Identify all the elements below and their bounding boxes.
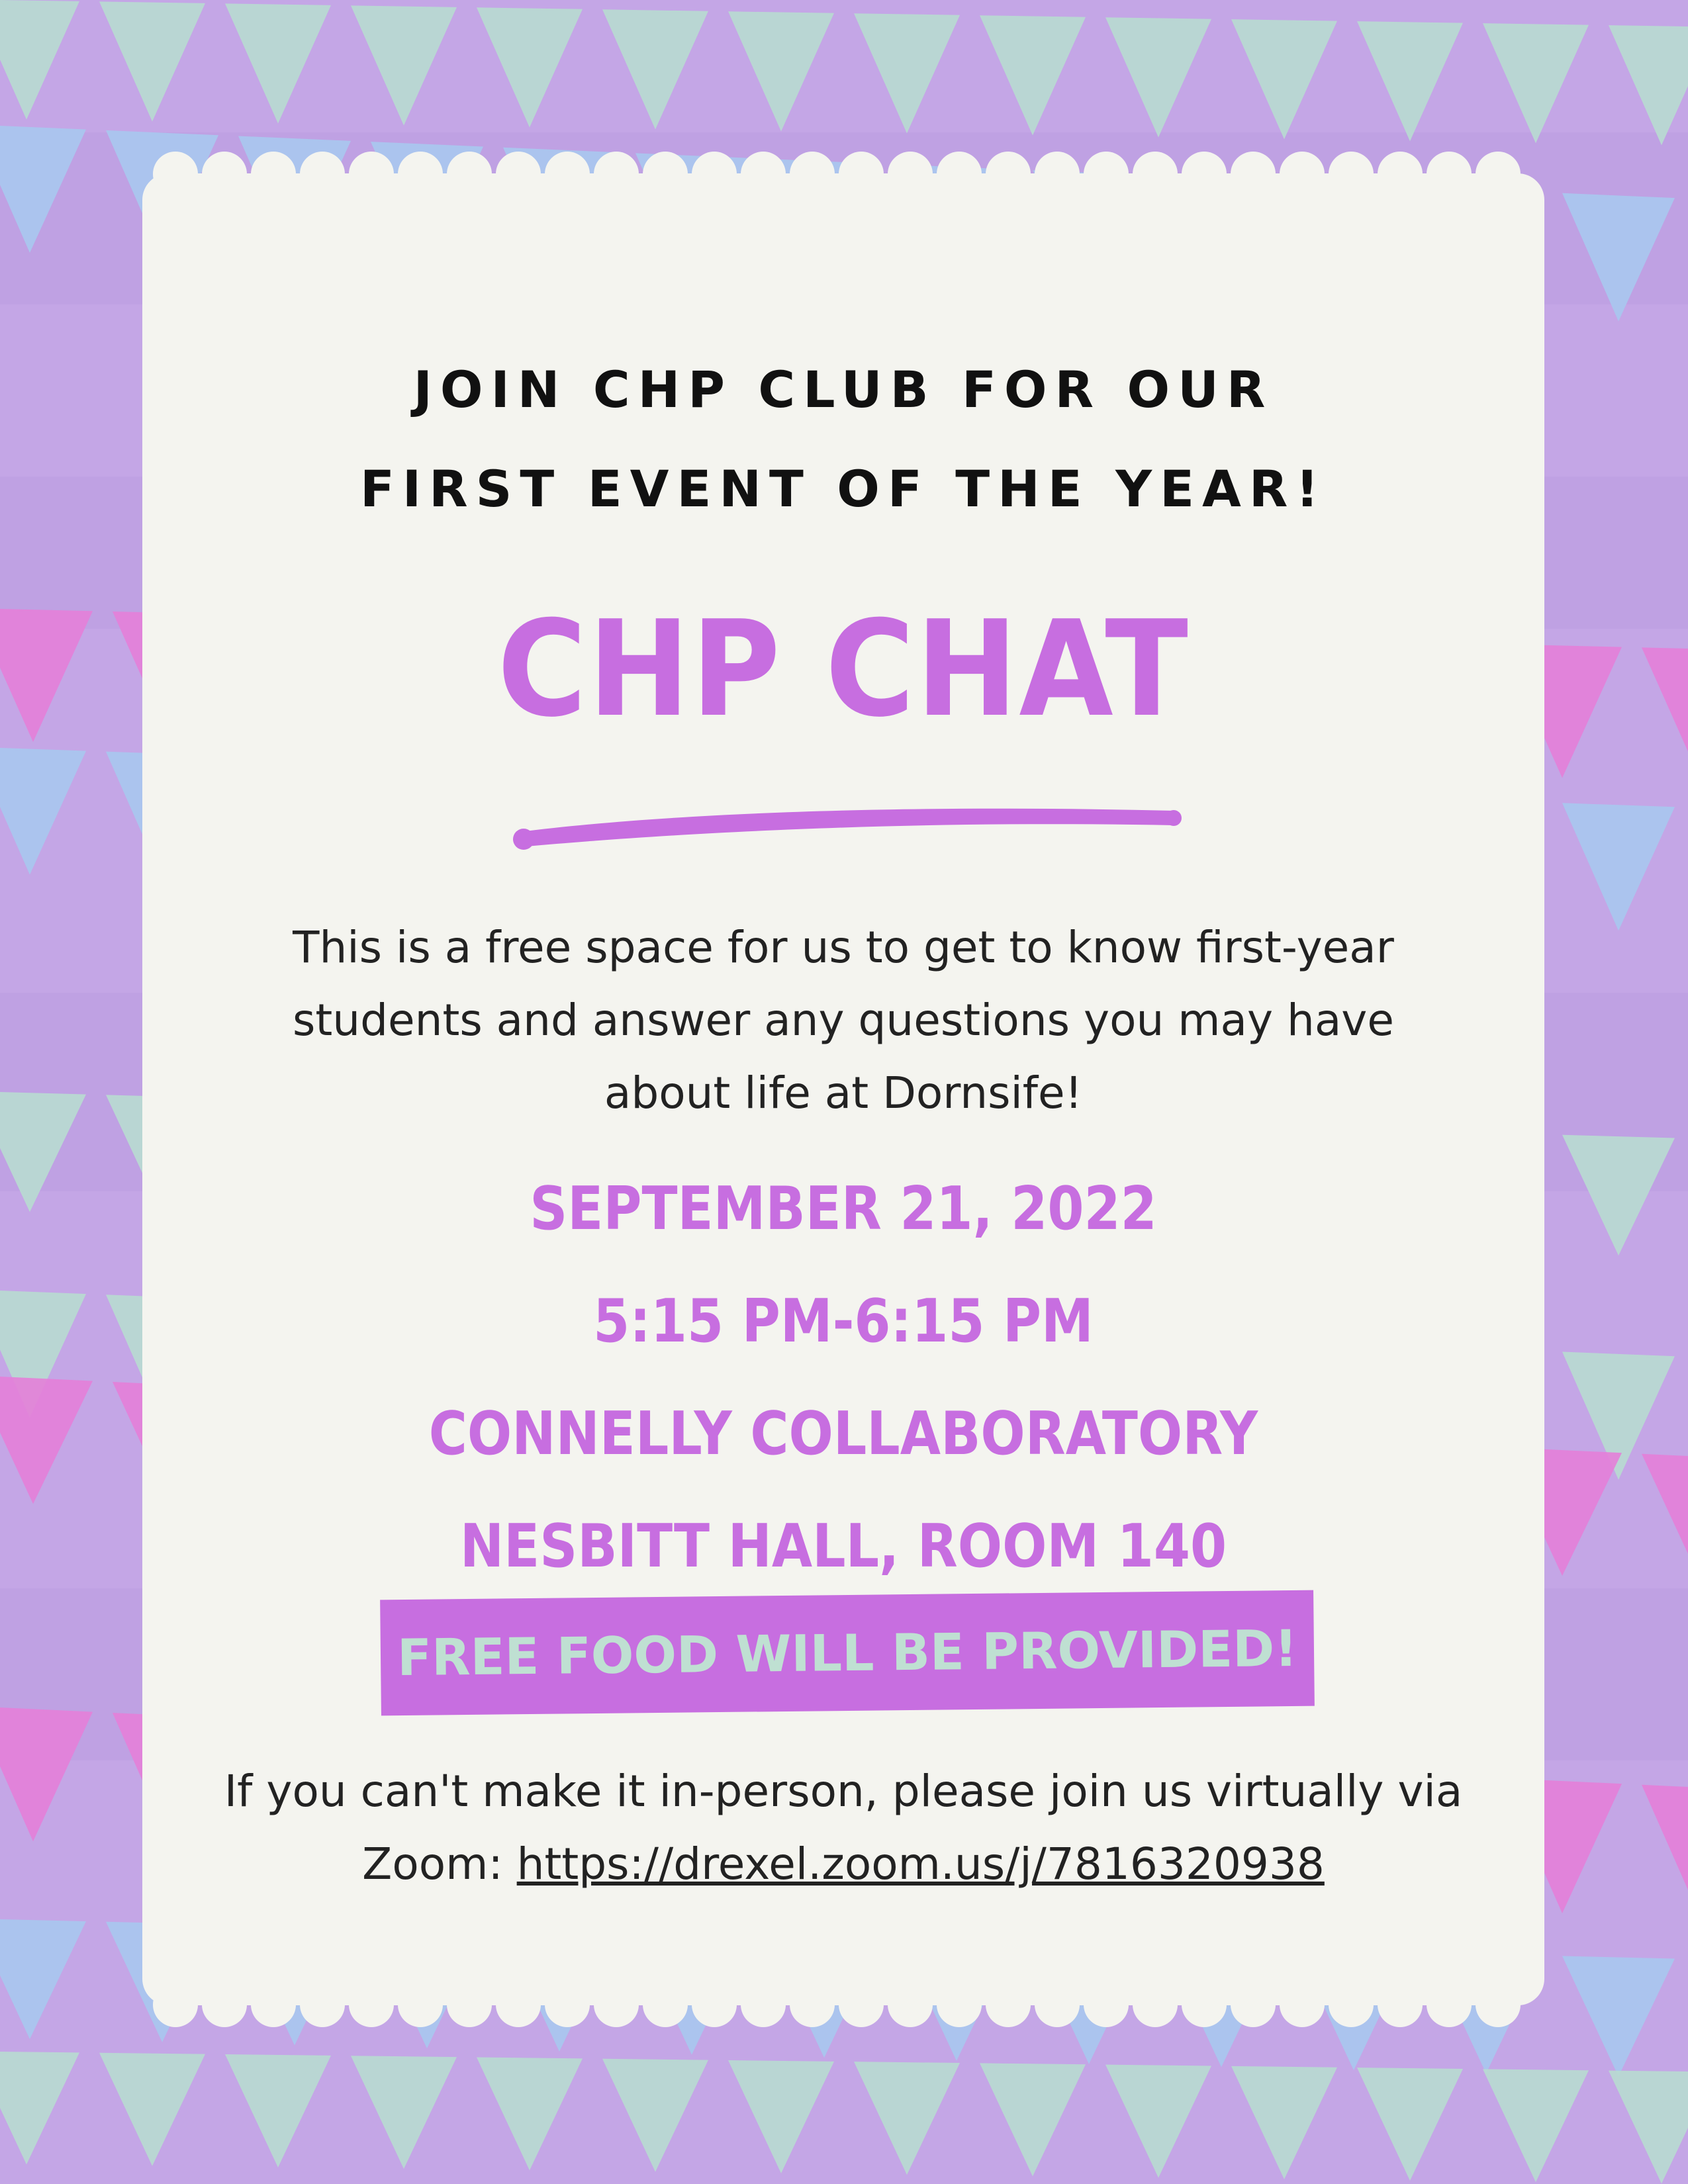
pennant-flag xyxy=(602,2059,708,2172)
zoom-prefix: Zoom: xyxy=(362,1839,517,1889)
pennant-flag xyxy=(0,1706,93,1841)
pennant-flag xyxy=(0,1919,86,2039)
pennant-flag xyxy=(980,2063,1086,2176)
event-date: SEPTEMBER 21, 2022 xyxy=(530,1174,1157,1244)
event-venue: CONNELLY COLLABORATORY xyxy=(428,1399,1258,1469)
pennant-flag xyxy=(99,1,205,121)
pennant-flag xyxy=(1483,2069,1589,2182)
pennant-flag xyxy=(602,9,708,129)
pennant-flag xyxy=(854,13,960,133)
pennant-flag xyxy=(1357,21,1463,141)
pennant-flag xyxy=(0,1375,93,1504)
pennant-flag xyxy=(1105,17,1211,137)
virtual-line-1: If you can't make it in-person, please join us virtually via xyxy=(224,1766,1463,1817)
pennant-flag xyxy=(477,7,583,127)
pennant-flag xyxy=(1357,2068,1463,2181)
event-description xyxy=(142,911,1544,1130)
description-line-3: about life at Dornsife! xyxy=(604,1068,1083,1118)
free-food-banner xyxy=(380,1590,1315,1716)
pennant-flag xyxy=(728,2060,834,2173)
flyer-card xyxy=(142,173,1544,2005)
pennant-flag xyxy=(1562,803,1675,931)
pennant-flag xyxy=(1642,1454,1688,1582)
pennant-flag xyxy=(0,2052,79,2165)
virtual-line-2 xyxy=(142,1828,1544,1901)
free-food-text: FREE FOOD WILL BE PROVIDED! xyxy=(397,1618,1298,1688)
intro-line-1: JOIN CHP CLUB FOR OUR xyxy=(413,360,1274,419)
pennant-flag xyxy=(1483,23,1589,143)
pennant-flag xyxy=(1562,1956,1675,2077)
pennant-flag xyxy=(1562,1135,1675,1255)
pennant-flag xyxy=(351,5,457,125)
intro-line-2: FIRST EVENT OF THE YEAR! xyxy=(359,459,1327,518)
intro-heading xyxy=(142,340,1544,539)
description-line-1: This is a free space for us to get to know first-year xyxy=(293,922,1394,973)
pennant-flag xyxy=(1609,2071,1688,2184)
pennant-flag xyxy=(225,2054,331,2167)
pennant-flag xyxy=(1609,25,1688,145)
pennant-flag xyxy=(980,15,1086,135)
event-time: 5:15 PM-6:15 PM xyxy=(593,1287,1094,1356)
pennant-flag xyxy=(728,11,834,131)
pennant-flag xyxy=(1642,1785,1688,1920)
zoom-link[interactable]: https://drexel.zoom.us/j/7816320938 xyxy=(516,1839,1325,1889)
event-details xyxy=(142,1153,1544,1603)
title-underline xyxy=(500,786,1195,852)
pennant-flag xyxy=(854,2062,960,2175)
pennant-flag xyxy=(1105,2065,1211,2178)
pennant-flag xyxy=(99,2053,205,2166)
pennant-flag xyxy=(477,2057,583,2170)
pennant-flag xyxy=(0,608,93,742)
pennant-flag xyxy=(1642,647,1688,781)
description-line-2: students and answer any questions you may have xyxy=(293,995,1394,1046)
pennant-flag xyxy=(0,0,79,120)
pennant-flag xyxy=(351,2056,457,2169)
virtual-info xyxy=(142,1755,1544,1901)
event-title: CHP CHAT xyxy=(497,592,1190,747)
event-room: NESBITT HALL, ROOM 140 xyxy=(459,1512,1227,1581)
pennant-flag xyxy=(0,747,86,875)
pennant-flag xyxy=(1231,2066,1337,2179)
pennant-flag xyxy=(1231,19,1337,139)
pennant-flag xyxy=(225,3,331,123)
